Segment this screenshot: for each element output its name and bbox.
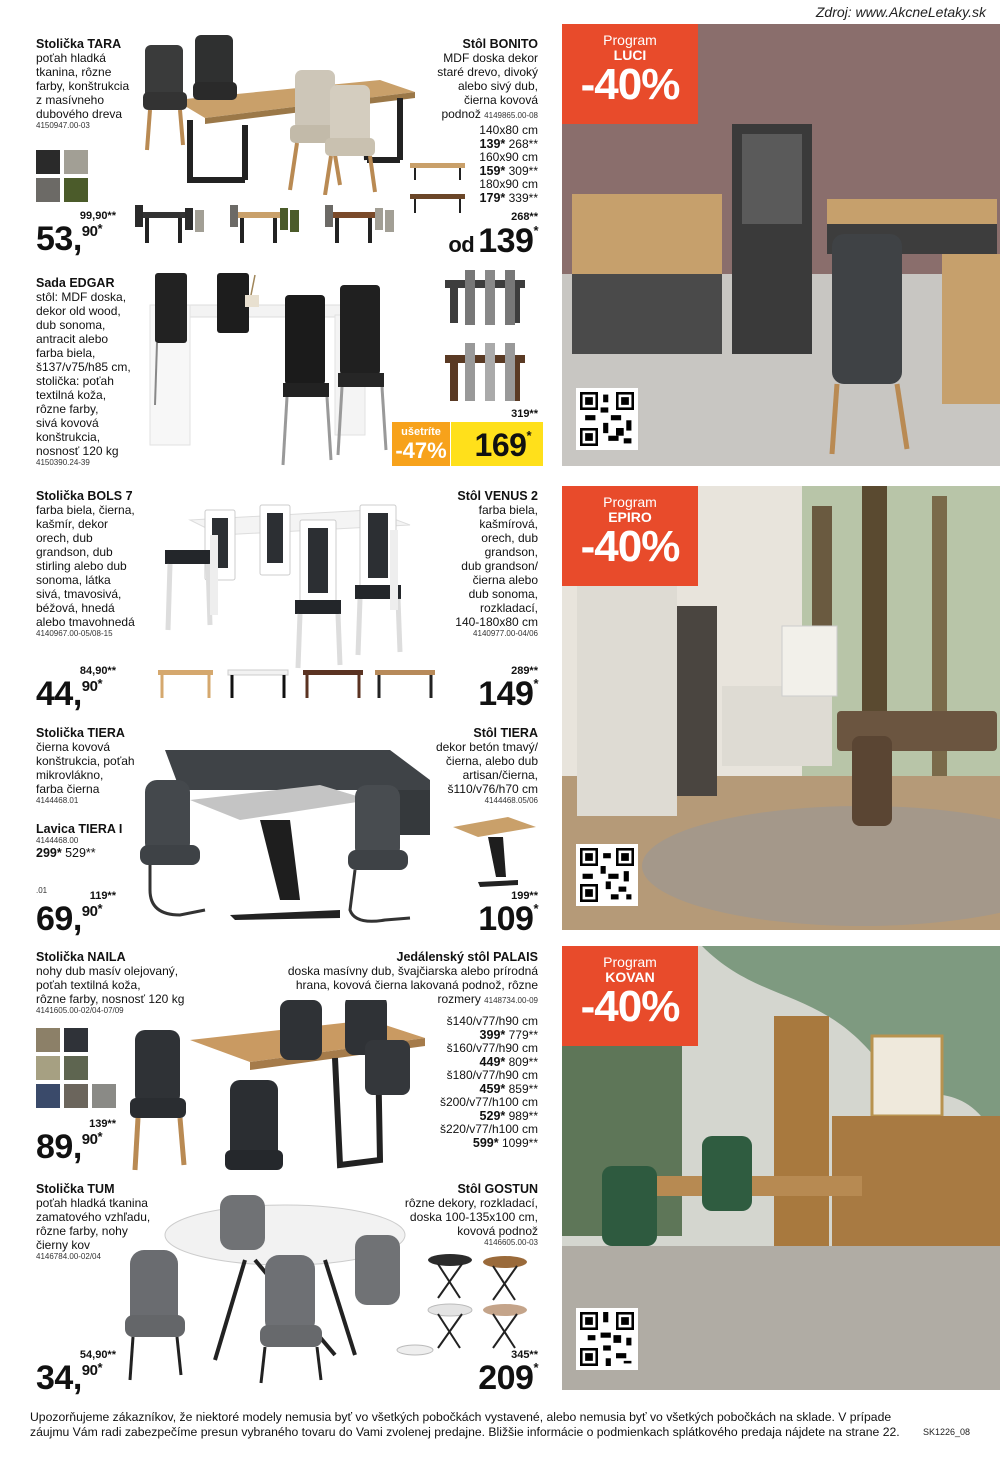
venus-price: 149*	[478, 675, 538, 713]
bonito-size-old: 268**	[508, 136, 538, 151]
tara-desc-line: dubového dreva	[36, 107, 123, 121]
color-swatch	[36, 150, 60, 174]
color-swatch	[36, 1084, 60, 1108]
edgar-block	[36, 276, 156, 468]
venus-desc-line: kašmírová,	[479, 517, 538, 531]
tara-desc-line: z masívneho	[36, 93, 105, 107]
tum-desc-line: čierny kov	[36, 1238, 91, 1252]
tum-desc-line: poťah hladká tkanina	[36, 1196, 148, 1210]
venus-desc-line: dub grandson/	[461, 559, 538, 573]
tara-code: 4150947.00-03	[36, 121, 90, 130]
bonito-desc-line: MDF doska dekor	[443, 51, 538, 65]
tiera-chair-desc-line: farba čierna	[36, 782, 100, 796]
palais-size-price: 529*	[479, 1108, 506, 1123]
source-label: Zdroj: www.AkcneLetaky.sk	[815, 4, 986, 20]
bonito-size: 180x90 cm	[479, 177, 538, 191]
tiera-bench-old: 529**	[65, 846, 96, 860]
venus-code: 4140977.00-04/06	[473, 629, 538, 638]
edgar-desc-line: farba biela,	[36, 346, 96, 360]
bols-desc-line: sonoma, látka	[36, 573, 111, 587]
palais-block	[250, 950, 538, 1006]
naila-old-price: 139**	[89, 1118, 116, 1130]
bonito-desc-line: čierna kovová	[463, 93, 538, 107]
tiera-table-old-price: 199**	[511, 890, 538, 902]
edgar-desc-line: textilná koža,	[36, 388, 107, 402]
palais-size-old: 859**	[508, 1081, 538, 1096]
naila-title: Stolička NAILA	[36, 950, 126, 964]
bonito-variants-illustration	[405, 158, 470, 218]
tiera-chair-price: 69,90*	[36, 900, 103, 938]
edgar-set-illustration	[145, 265, 410, 470]
gostun-price: 209*	[478, 1359, 538, 1397]
venus-desc-line: grandson,	[484, 545, 538, 559]
venus-desc-line: 140-180x80 cm	[455, 615, 538, 629]
tara-title: Stolička TARA	[36, 37, 122, 51]
bonito-size-price: 139*	[479, 136, 506, 151]
naila-price: 89,90*	[36, 1128, 103, 1166]
edgar-desc-line: antracit alebo	[36, 332, 109, 346]
bols-price: 44,90*	[36, 675, 103, 713]
kovan-qr-code[interactable]	[576, 1308, 638, 1370]
bonito-old-price: 268**	[511, 211, 538, 223]
tiera-table-title: Stôl TIERA	[473, 726, 538, 740]
edgar-desc-line: sivá kovová	[36, 416, 99, 430]
venus-desc-line: čierna alebo	[472, 573, 538, 587]
palais-size-old: 809**	[508, 1054, 538, 1069]
palais-size: š220/v77/h100 cm	[439, 1122, 538, 1136]
footer-line: Upozorňujeme zákazníkov, že niektoré modely nemusia byť vo všetkých pobočkách vystavené, alebo nemusia byť vo všetkých pobočkách na sklade. V prípade	[30, 1410, 892, 1424]
palais-size: š180/v77/h90 cm	[446, 1068, 538, 1082]
edgar-desc-line: stolička: poťah	[36, 374, 114, 388]
tiera-set-illustration	[140, 740, 440, 935]
gostun-desc-line: rôzne dekory, rozkladací,	[404, 1196, 538, 1210]
bonito-size-price: 159*	[479, 163, 506, 178]
color-swatch	[64, 150, 88, 174]
bols-venus-illustration	[150, 480, 450, 670]
palais-size-old: 1099**	[501, 1135, 538, 1150]
palais-sizes	[400, 1015, 538, 1150]
color-swatch	[64, 1028, 88, 1052]
edgar-desc-line: š137/v75/h85 cm,	[36, 360, 131, 374]
bonito-size-old: 309**	[508, 163, 538, 178]
tum-price: 34,90*	[36, 1359, 103, 1397]
bonito-size-price: 179*	[479, 190, 506, 205]
footer-notice	[30, 1410, 930, 1440]
promo-epiro-panel	[562, 486, 1000, 930]
edgar-desc-line: dub sonoma,	[36, 318, 106, 332]
naila-desc-line: poťah textilná koža,	[36, 978, 141, 992]
edgar-desc-line: konštrukcia,	[36, 430, 101, 444]
epiro-qr-code[interactable]	[576, 844, 638, 906]
palais-title: Jedálenský stôl PALAIS	[396, 950, 538, 964]
bols-desc-line: stirling alebo dub	[36, 559, 127, 573]
venus-desc-line: dub sonoma,	[468, 587, 538, 601]
tiera-chair-desc-line: mikrovlákno,	[36, 768, 104, 782]
naila-palais-illustration	[130, 1000, 430, 1175]
gostun-title: Stôl GOSTUN	[457, 1182, 538, 1196]
tiera-table-desc-line: š110/v76/h70 cm	[447, 782, 538, 796]
edgar-old-price: 319**	[511, 408, 538, 420]
kovan-discount-badge: Program KOVAN -40%	[562, 946, 698, 1046]
gostun-desc-line: doska 100-135x100 cm,	[409, 1210, 538, 1224]
color-swatch	[92, 1084, 116, 1108]
palais-size-price: 449*	[479, 1054, 506, 1069]
tiera-chair-title: Stolička TIERA	[36, 726, 125, 740]
edgar-desc-line: stôl: MDF doska,	[36, 290, 127, 304]
tiera-table-desc-line: čierna, alebo dub	[445, 754, 538, 768]
edgar-desc-line: dekor old wood,	[36, 304, 121, 318]
palais-size: š200/v77/h100 cm	[439, 1095, 538, 1109]
bols-desc-line: kašmír, dekor	[36, 517, 109, 531]
tara-desc-line: farby, konštrukcia	[36, 79, 130, 93]
promo-luci-panel	[562, 24, 1000, 466]
palais-size-old: 989**	[508, 1108, 538, 1123]
tiera-code-suffix: .01	[36, 886, 48, 895]
palais-size: š160/v77/h90 cm	[446, 1041, 538, 1055]
venus-desc-line: farba biela,	[478, 503, 538, 517]
tum-code: 4146784.00-02/04	[36, 1252, 101, 1261]
gostun-desc-line: kovová podnož	[457, 1224, 538, 1238]
venus-variants-illustration	[155, 665, 445, 705]
edgar-price-box	[451, 422, 543, 466]
bols-title: Stolička BOLS 7	[36, 489, 133, 503]
tara-old-price: 99,90**	[79, 210, 116, 222]
color-swatch	[64, 178, 88, 202]
tiera-chair-desc-line: konštrukcia, poťah	[36, 754, 135, 768]
tiera-chair-old-price: 119**	[89, 890, 116, 902]
promo-kovan-panel	[562, 946, 1000, 1390]
bonito-price: od 139*	[448, 222, 538, 260]
bols-desc-line: sivá, tmavosivá,	[36, 587, 122, 601]
gostun-code: 4146605.00-03	[484, 1238, 538, 1247]
tum-desc-line: zamatového vzhľadu,	[36, 1210, 151, 1224]
bonito-code: 4149865.00-08	[484, 111, 538, 120]
color-swatch	[36, 1028, 60, 1052]
bols-desc-line: orech, dub	[36, 531, 93, 545]
gostun-old-price: 345**	[511, 1349, 538, 1361]
gostun-variants-illustration	[390, 1250, 540, 1365]
tum-title: Stolička TUM	[36, 1182, 115, 1196]
edgar-save-badge: ušetríte -47%	[392, 422, 450, 466]
footer-line: záujmu Vám radi zabezpečíme presun vybraného tovaru do Vami zvolenej predajne. Bližšie informácie o podmienkach splátkového predaja nájdete na strane 22.	[30, 1425, 900, 1439]
tiera-bench-price: 299*	[36, 846, 62, 860]
bonito-title: Stôl BONITO	[462, 37, 538, 51]
edgar-code: 4150390.24-39	[36, 458, 90, 467]
tiera-table-illustration	[448, 812, 540, 892]
tara-desc-line: tkanina, rôzne	[36, 65, 112, 79]
naila-desc-line: rôzne farby, nosnosť 120 kg	[36, 992, 185, 1006]
venus-block	[420, 489, 538, 639]
naila-desc-line: nohy dub masív olejovaný,	[36, 964, 179, 978]
tiera-bench-code: 4144468.00	[36, 836, 79, 845]
bols-desc-line: grandson, dub	[36, 545, 113, 559]
palais-desc-line: hrana, kovová čierna lakovaná podnož, rôzne	[295, 978, 538, 992]
tiera-table-desc-line: dekor betón tmavý/	[435, 740, 538, 754]
tum-desc-line: rôzne farby, nohy	[36, 1224, 128, 1238]
bonito-block	[400, 37, 538, 121]
color-swatch	[36, 1056, 60, 1080]
naila-code: 4141605.00-02/04-07/09	[36, 1006, 124, 1015]
bonito-size: 140x80 cm	[479, 123, 538, 137]
tum-old-price: 54,90**	[79, 1349, 116, 1361]
page-code: SK1226_08	[922, 1427, 970, 1437]
venus-desc-line: orech, dub	[481, 531, 538, 545]
bols-old-price: 84,90**	[79, 665, 116, 677]
tara-variants-illustration	[130, 200, 420, 250]
palais-size: š140/v77/h90 cm	[446, 1014, 538, 1028]
venus-old-price: 289**	[511, 665, 538, 677]
tara-table-illustration	[135, 30, 415, 195]
bols-desc-line: béžová, hnedá	[36, 601, 115, 615]
palais-desc-line: doska masívny dub, švajčiarska alebo prírodná	[287, 964, 538, 978]
edgar-desc-line: rôzne farby,	[36, 402, 99, 416]
tiera-chair-code: 4144468.01	[36, 796, 79, 805]
venus-desc-line: rozkladací,	[479, 601, 538, 615]
bols-desc-line: alebo tmavohnedá	[36, 615, 135, 629]
tara-price: 53,90*	[36, 220, 103, 258]
color-swatch	[64, 1084, 88, 1108]
edgar-variants-illustration	[440, 265, 540, 415]
bonito-size-old: 339**	[508, 190, 538, 205]
luci-qr-code[interactable]	[576, 388, 638, 450]
bonito-size: 160x90 cm	[479, 150, 538, 164]
tiera-table-desc-line: artisan/čierna,	[462, 768, 538, 782]
palais-size-price: 459*	[479, 1081, 506, 1096]
tara-desc-line: poťah hladká	[36, 51, 106, 65]
bonito-desc-line: alebo sivý dub,	[457, 79, 538, 93]
tiera-chair-desc-line: čierna kovová	[36, 740, 111, 754]
tiera-table-price: 109*	[478, 900, 538, 938]
gostun-block	[360, 1182, 538, 1248]
bonito-desc-line: staré drevo, divoký	[437, 65, 538, 79]
edgar-desc-line: nosnosť 120 kg	[36, 444, 119, 458]
tiera-table-block	[400, 726, 538, 806]
bonito-desc-line: podnož	[441, 107, 481, 121]
venus-title: Stôl VENUS 2	[457, 489, 538, 503]
palais-code: 4148734.00-09	[484, 996, 538, 1005]
bols-code: 4140967.00-05/08-15	[36, 629, 113, 638]
tiera-bench-title: Lavica TIERA I	[36, 822, 123, 836]
luci-discount-badge: Program LUCI -40%	[562, 24, 698, 124]
color-swatch	[36, 178, 60, 202]
bols-desc-line: farba biela, čierna,	[36, 503, 135, 517]
edgar-title: Sada EDGAR	[36, 276, 115, 290]
palais-desc-line: rozmery	[437, 992, 481, 1006]
palais-size-old: 779**	[508, 1027, 538, 1042]
palais-size-price: 599*	[472, 1135, 499, 1150]
edgar-price: 169*	[474, 427, 531, 463]
epiro-discount-badge: Program EPIRO -40%	[562, 486, 698, 586]
palais-size-price: 399*	[479, 1027, 506, 1042]
color-swatch	[64, 1056, 88, 1080]
tiera-table-code: 4144468.05/06	[484, 796, 538, 805]
